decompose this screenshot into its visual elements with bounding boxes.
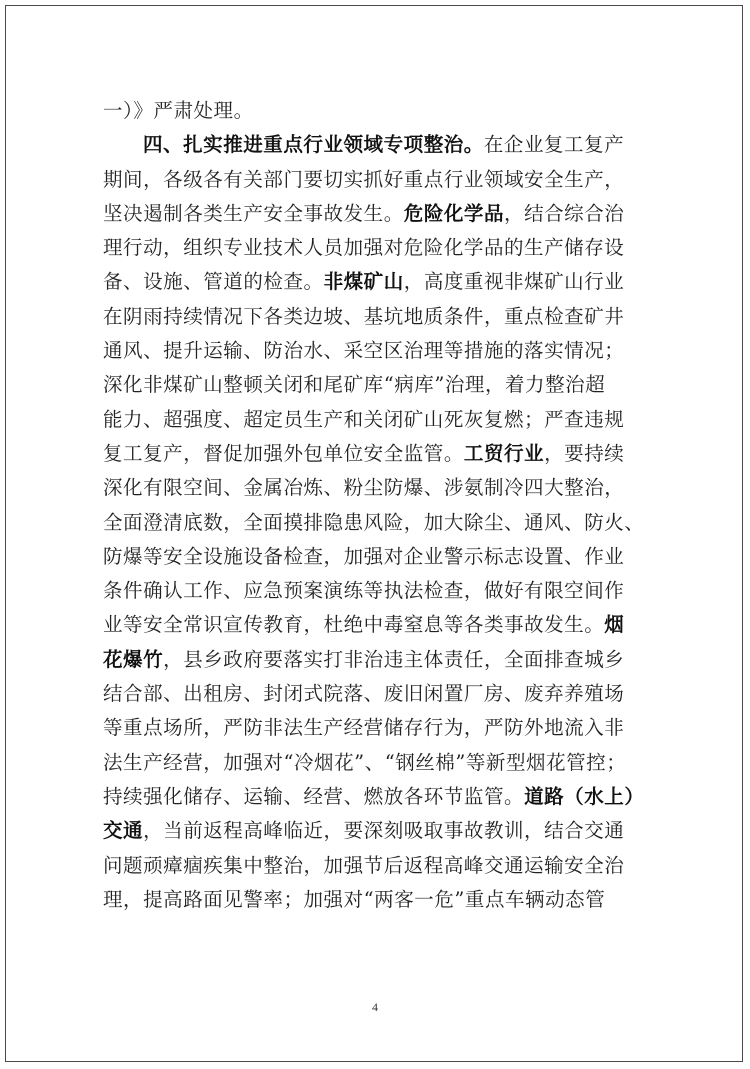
- body-text: 坚决遏制各类生产安全事故发生。: [103, 201, 404, 225]
- page-number: 4: [372, 1000, 378, 1014]
- body-text: 理行动，组织专业技术人员加强对危险化学品的生产储存设: [103, 236, 625, 260]
- text-line: [103, 94, 648, 128]
- text-line: [103, 643, 648, 677]
- body-text: 业等安全常识宣传教育，杜绝中毒窒息等各类事故发生。: [103, 613, 605, 637]
- body-text: 法生产经营，加强对“冷烟花”、“钢丝棉”等新型烟花管控；: [103, 750, 627, 774]
- body-text: 结合部、出租房、封闭式院落、废旧闲置厂房、废弃养殖场: [103, 682, 625, 706]
- body-text: 防爆等安全设施设备检查，加强对企业警示标志设置、作业: [103, 544, 625, 568]
- body-text: 能力、超强度、超定员生产和关闭矿山死灰复燃；严查违规: [103, 407, 625, 431]
- text-line: [103, 746, 648, 780]
- text-line: [103, 231, 648, 265]
- text-line: [103, 300, 648, 334]
- body-text: 备、设施、管道的检查。: [103, 270, 324, 294]
- text-line: [103, 403, 648, 437]
- body-text: 持续强化储存、运输、经营、燃放各环节监管。: [103, 784, 525, 808]
- bold-heading-text: 道路（水上）: [524, 784, 645, 808]
- text-line: [103, 368, 648, 402]
- body-text: 等重点场所，严防非法生产经营储存行为，严防外地流入非: [103, 716, 625, 740]
- text-line: [103, 506, 648, 540]
- text-line: [103, 540, 648, 574]
- body-text: 一）》严肃处理。: [103, 99, 254, 122]
- text-line: [103, 883, 648, 917]
- body-text: 期间，各级各有关部门要切实抓好重点行业领域安全生产，: [103, 167, 625, 191]
- text-line: [103, 814, 648, 848]
- body-text: 在阴雨持续情况下各类边坡、基坑地质条件，重点检查矿井: [103, 304, 625, 328]
- text-line: [103, 471, 648, 505]
- text-line: [103, 265, 648, 299]
- body-text: ，结合综合治: [504, 201, 625, 225]
- body-text: 深化有限空间、金属冶炼、粉尘防爆、涉氨制冷四大整治，: [103, 476, 625, 500]
- text-line: [103, 711, 648, 745]
- body-text: 在企业复工复产: [483, 133, 625, 157]
- bold-heading-text: 烟: [604, 613, 625, 637]
- text-line: [103, 128, 648, 162]
- text-line: [103, 437, 648, 471]
- body-text: ，高度重视非煤矿山行业: [403, 270, 625, 294]
- document-body: [103, 94, 648, 917]
- text-line: [103, 197, 648, 231]
- body-text: ，县乡政府要落实打非治违主体责任，全面排查城乡: [163, 647, 625, 671]
- bold-heading-text: 危险化学品: [403, 201, 505, 225]
- text-line: [103, 849, 648, 883]
- body-text: 复工复产，督促加强外包单位安全监管。: [103, 441, 464, 465]
- body-text: 深化非煤矿山整顿关闭和尾矿库“病库”治理，着力整治超: [103, 373, 606, 397]
- bold-heading-text: 花爆竹: [103, 647, 164, 671]
- body-text: 问题顽瘴痼疾集中整治，加强节后返程高峰交通运输安全治: [103, 853, 625, 877]
- text-line: [103, 780, 648, 814]
- bold-heading-text: 交通: [103, 819, 144, 843]
- body-text: 通风、提升运输、防治水、采空区治理等措施的落实情况；: [103, 339, 625, 363]
- text-line: [103, 334, 648, 368]
- bold-heading-text: 四、扎实推进重点行业领域专项整治。: [143, 133, 484, 157]
- text-line: [103, 574, 648, 608]
- text-line: [103, 163, 648, 197]
- body-text: 全面澄清底数，全面摸排隐患风险，加大除尘、通风、防火、: [103, 510, 645, 534]
- body-text: ，当前返程高峰临近，要深刻吸取事故教训，结合交通: [143, 819, 625, 843]
- body-text: 理，提高路面见警率；加强对“两客一危”重点车辆动态管: [103, 887, 606, 911]
- bold-heading-text: 非煤矿山: [323, 270, 404, 294]
- body-text: ，要持续: [544, 441, 625, 465]
- text-line: [103, 677, 648, 711]
- text-line: [103, 608, 648, 642]
- body-text: 条件确认工作、应急预案演练等执法检查，做好有限空间作: [103, 579, 625, 603]
- bold-heading-text: 工贸行业: [463, 441, 545, 465]
